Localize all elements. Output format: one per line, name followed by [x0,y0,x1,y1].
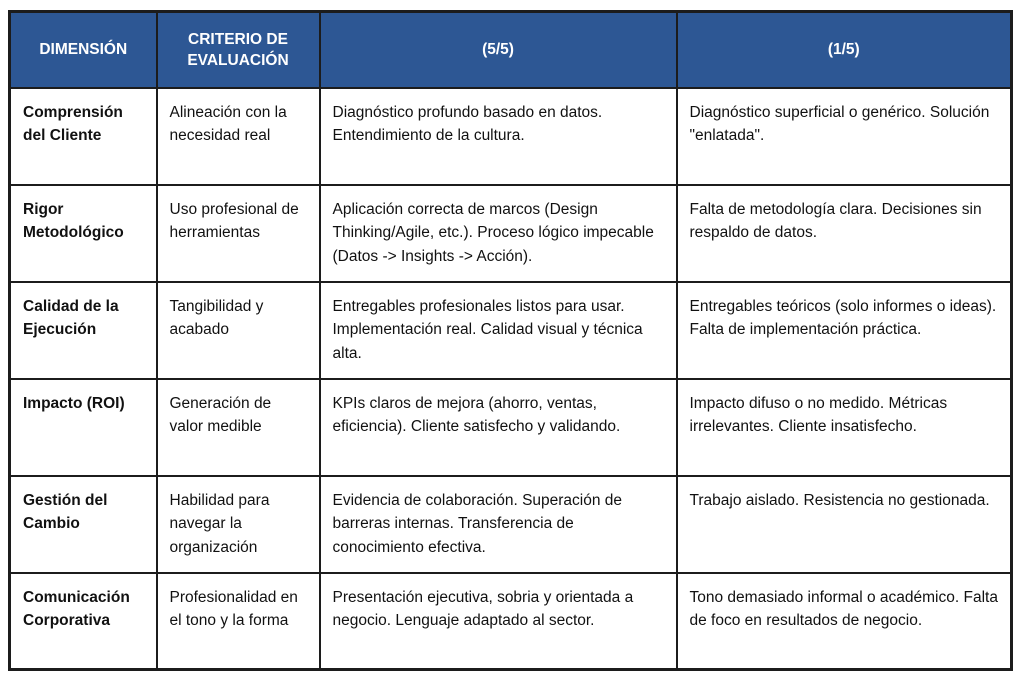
score-5-cell: Evidencia de colaboración. Superación de barreras internas. Transferencia de conocimiento efectiva. [320,476,677,573]
evaluation-rubric-table [8,10,1013,671]
score-5-cell: Aplicación correcta de marcos (Design Thinking/Agile, etc.). Proceso lógico impecable (Datos -> Insights -> Acción). [320,185,677,282]
table-row [10,379,1012,476]
criteria-cell: Alineación con la necesidad real [157,88,320,185]
score-5-cell: Diagnóstico profundo basado en datos. Entendimiento de la cultura. [320,88,677,185]
table-row [10,476,1012,573]
dimension-cell: Rigor Metodológico [10,185,157,282]
score-1-cell: Trabajo aislado. Resistencia no gestionada. [677,476,1012,573]
dimension-cell: Gestión del Cambio [10,476,157,573]
column-header-criteria: CRITERIO DE EVALUACIÓN [157,12,320,88]
column-header-score-5-of-5: (5/5) [320,12,677,88]
score-1-cell: Impacto difuso o no medido. Métricas irrelevantes. Cliente insatisfecho. [677,379,1012,476]
criteria-cell: Profesionalidad en el tono y la forma [157,573,320,670]
dimension-cell: Comprensión del Cliente [10,88,157,185]
score-1-cell: Tono demasiado informal o académico. Falta de foco en resultados de negocio. [677,573,1012,670]
column-header-dimension: DIMENSIÓN [10,12,157,88]
dimension-cell: Comunicación Corporativa [10,573,157,670]
score-1-cell: Entregables teóricos (solo informes o ideas). Falta de implementación práctica. [677,282,1012,379]
column-header-score-1-of-5: (1/5) [677,12,1012,88]
criteria-cell: Tangibilidad y acabado [157,282,320,379]
table-row [10,573,1012,670]
dimension-cell: Impacto (ROI) [10,379,157,476]
score-5-cell: KPIs claros de mejora (ahorro, ventas, eficiencia). Cliente satisfecho y validando. [320,379,677,476]
criteria-cell: Habilidad para navegar la organización [157,476,320,573]
criteria-cell: Uso profesional de herramientas [157,185,320,282]
criteria-cell: Generación de valor medible [157,379,320,476]
table-row [10,88,1012,185]
table-row [10,185,1012,282]
dimension-cell: Calidad de la Ejecución [10,282,157,379]
table-row [10,282,1012,379]
score-1-cell: Falta de metodología clara. Decisiones sin respaldo de datos. [677,185,1012,282]
score-5-cell: Presentación ejecutiva, sobria y orientada a negocio. Lenguaje adaptado al sector. [320,573,677,670]
score-5-cell: Entregables profesionales listos para usar. Implementación real. Calidad visual y técnica alta. [320,282,677,379]
table-header-row [10,12,1012,88]
score-1-cell: Diagnóstico superficial o genérico. Solución "enlatada". [677,88,1012,185]
